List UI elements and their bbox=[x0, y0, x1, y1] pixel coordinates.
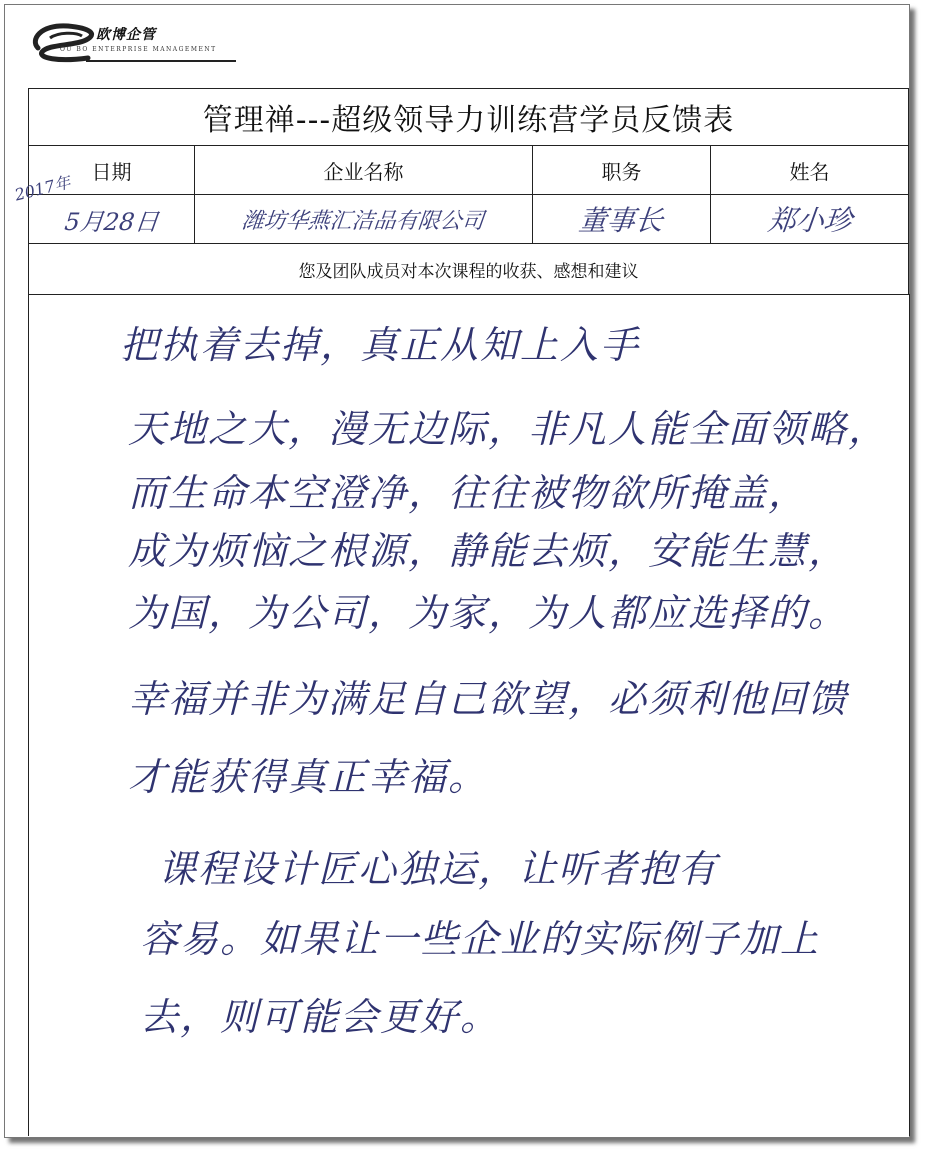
entry-year-note: 2017年 bbox=[12, 172, 73, 205]
entry-company: 潍坊华燕汇洁品有限公司 bbox=[240, 208, 486, 234]
feedback-line: 容易。如果让一些企业的实际例子加上 bbox=[140, 917, 821, 961]
header-position: 职务 bbox=[533, 146, 711, 195]
header-date: 日期 bbox=[29, 146, 195, 195]
logo-tagline: OU BO ENTERPRISE MANAGEMENT bbox=[60, 46, 217, 53]
logo-brand-text: 欧博企管 bbox=[96, 27, 156, 43]
entry-name-cell bbox=[711, 195, 909, 244]
feedback-line: 天地之大，漫无边际，非凡人能全面领略， bbox=[128, 407, 889, 451]
feedback-line: 才能获得真正幸福。 bbox=[128, 755, 489, 799]
entry-name: 郑小珍 bbox=[765, 204, 854, 237]
header-name: 姓名 bbox=[711, 146, 909, 195]
feedback-line: 幸福并非为满足自己欲望，必须利他回馈 bbox=[128, 677, 849, 721]
feedback-form-table bbox=[28, 88, 909, 295]
feedback-line: 把执着去掉，真正从知上入手 bbox=[120, 323, 641, 367]
logo-underline bbox=[86, 60, 236, 62]
feedback-prompt: 您及团队成员对本次课程的收获、感想和建议 bbox=[29, 244, 909, 295]
entry-date: 5月28日 bbox=[62, 207, 160, 236]
feedback-line: 成为烦恼之根源，静能去烦，安能生慧， bbox=[128, 529, 849, 573]
feedback-line: 而生命本空澄净，往往被物欲所掩盖， bbox=[128, 471, 809, 515]
entry-date-cell bbox=[29, 195, 195, 244]
entry-company-cell bbox=[195, 195, 533, 244]
feedback-line: 课程设计匠心独运，让听者抱有 bbox=[158, 847, 719, 891]
feedback-line: 为国，为公司，为家，为人都应选择的。 bbox=[128, 591, 849, 635]
entry-position-cell bbox=[533, 195, 711, 244]
feedback-line: 去，则可能会更好。 bbox=[140, 995, 501, 1039]
form-title: 管理禅---超级领导力训练营学员反馈表 bbox=[29, 89, 909, 146]
header-company: 企业名称 bbox=[195, 146, 533, 195]
entry-position: 董事长 bbox=[577, 204, 666, 237]
